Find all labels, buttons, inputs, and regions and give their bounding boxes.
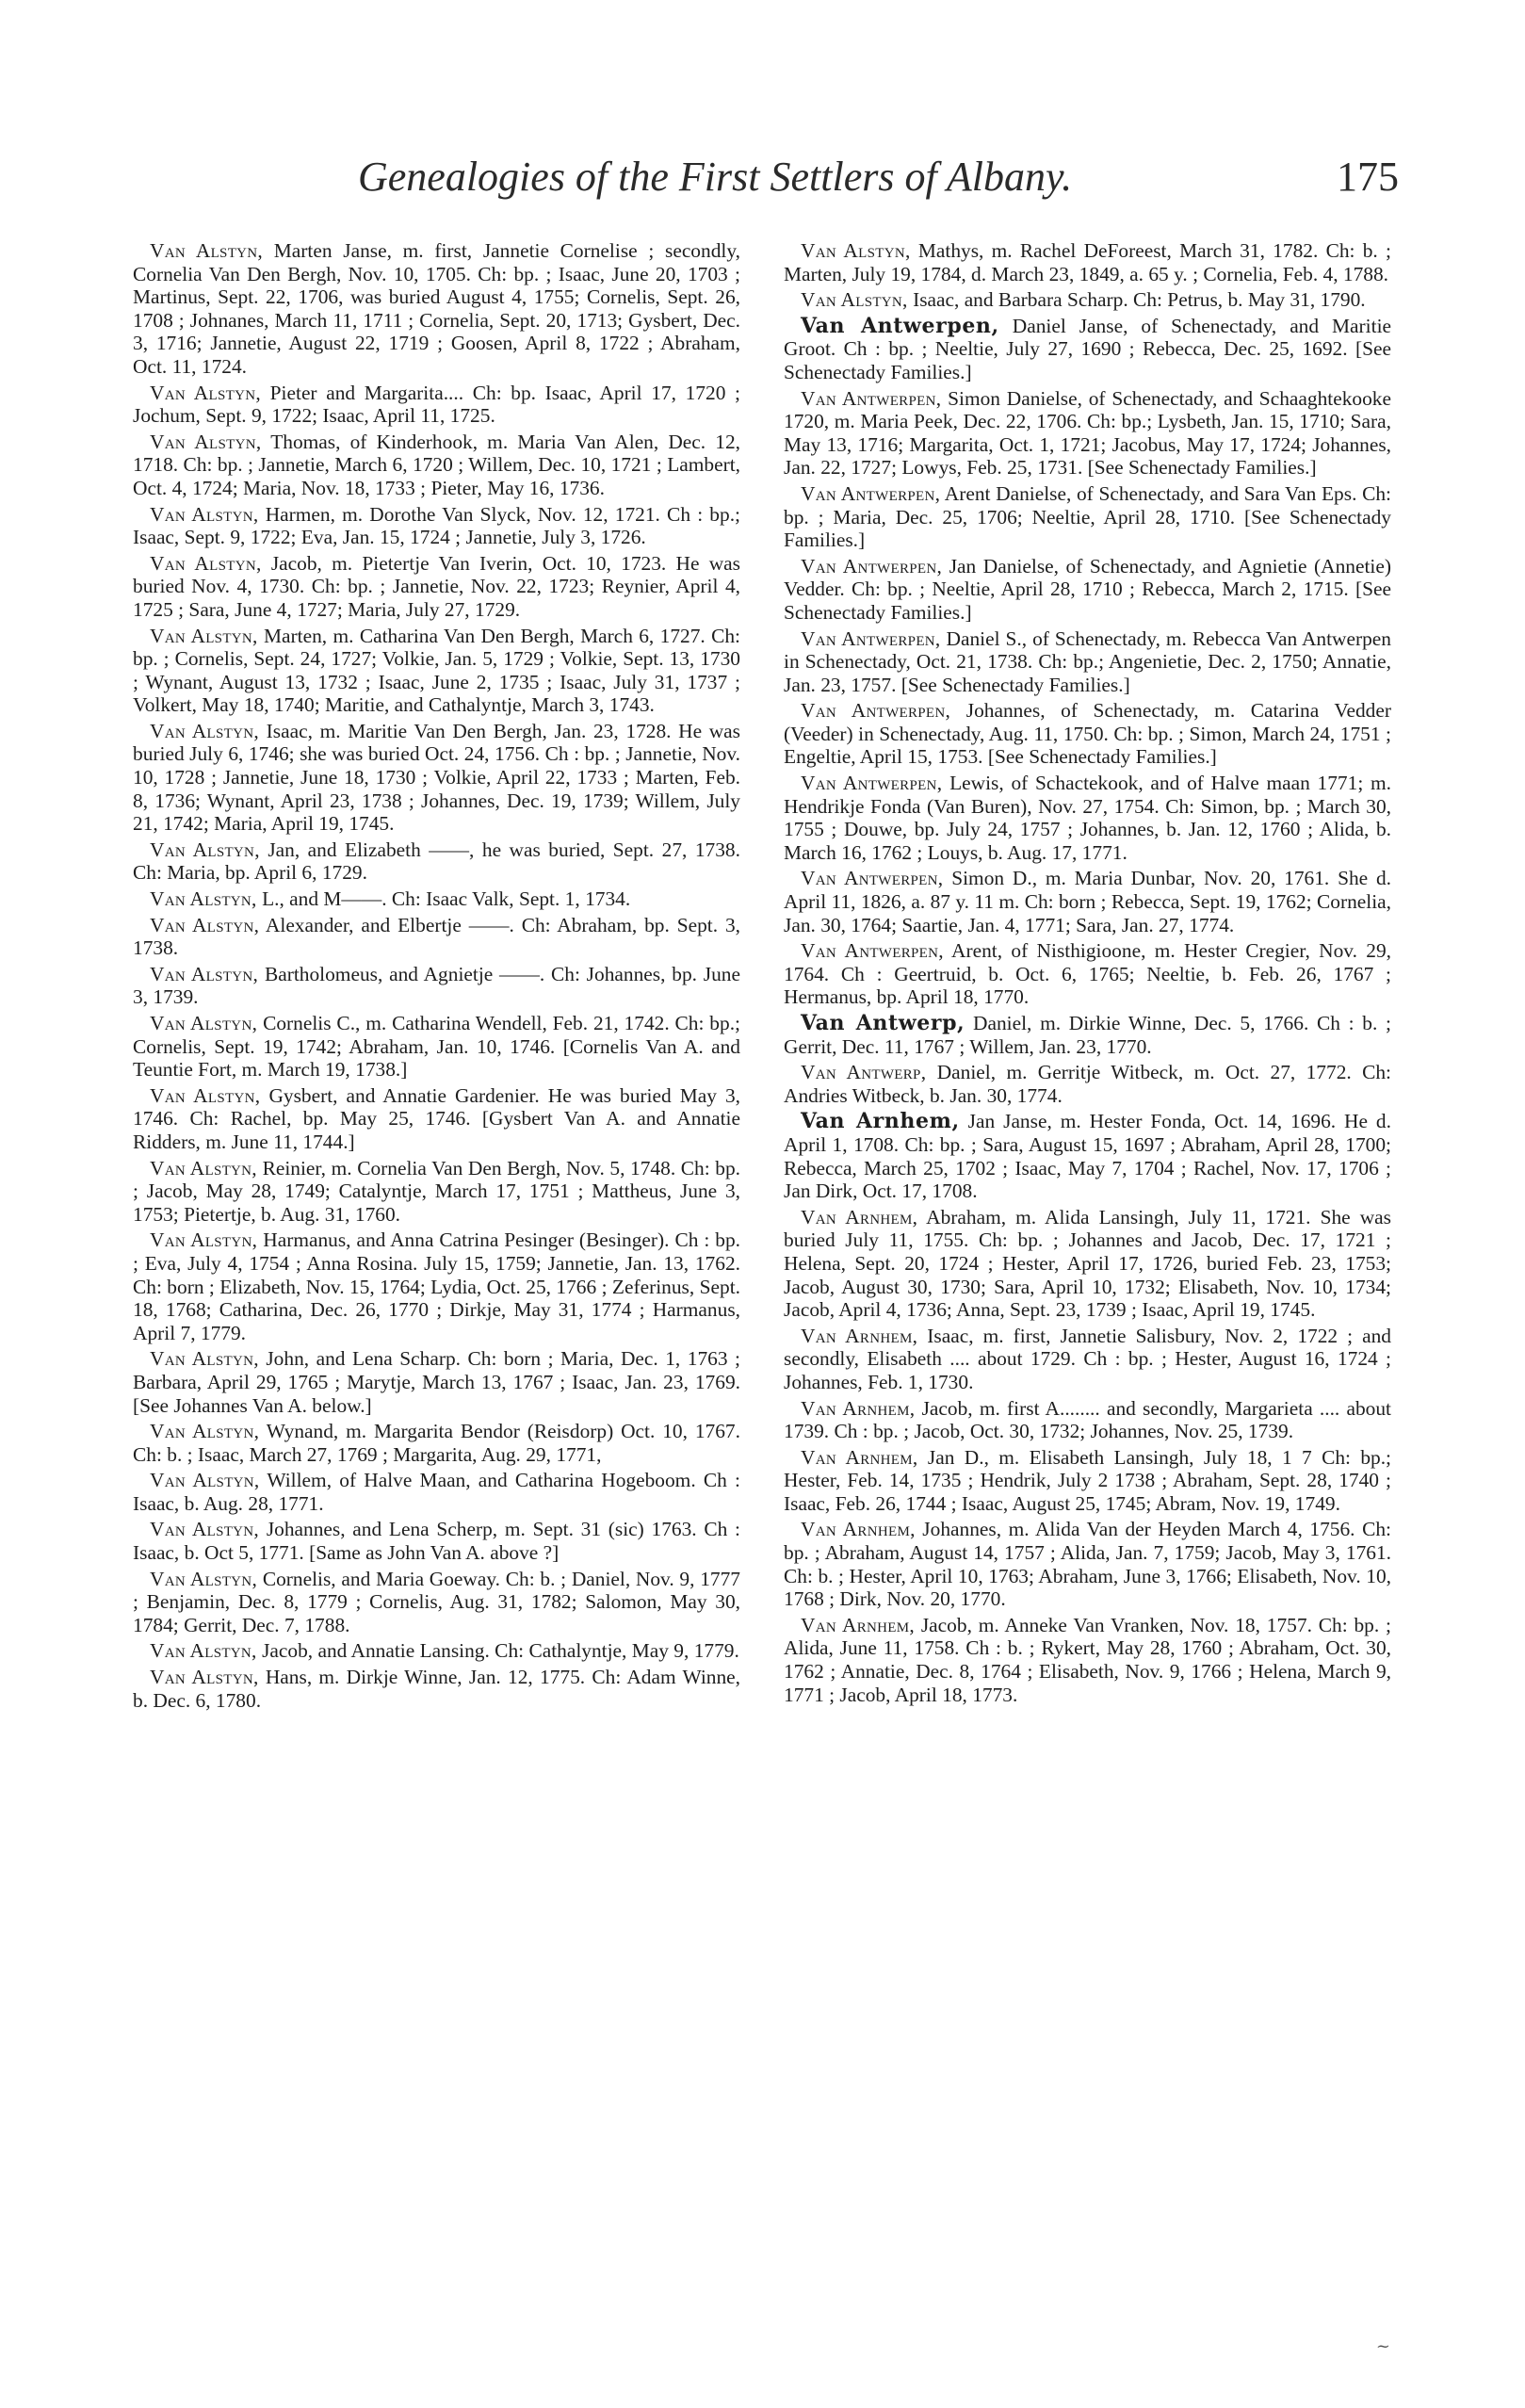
genealogy-entry	[784, 315, 1391, 384]
genealogy-entry	[133, 1469, 740, 1515]
genealogy-entry	[784, 1518, 1391, 1610]
footer-mark: ~	[1375, 2336, 1390, 2356]
genealogy-entry	[784, 1446, 1391, 1516]
entry-text: Pieter and Margarita.... Ch: bp. Isaac, April 17, 1720 ; Jochum, Sept. 9, 1722; Isaac, April 11, 1725.	[133, 381, 740, 428]
genealogy-entry	[133, 963, 740, 1009]
genealogy-entry	[784, 867, 1391, 936]
entry-surname: Van Arnhem,	[801, 1613, 916, 1636]
entry-surname: Van Antwerpen,	[801, 554, 943, 578]
genealogy-entry	[133, 552, 740, 622]
entry-surname: Van Antwerp,	[801, 1011, 965, 1035]
entry-surname: Van Alstyn,	[150, 502, 259, 526]
entry-text: L., and M——. Ch: Isaac Valk, Sept. 1, 1734.	[256, 887, 631, 911]
genealogy-entry	[133, 838, 740, 885]
entry-text: Mathys, m. Rachel DeForeest, March 31, 1782. Ch: b. ; Marten, July 19, 1784, d. March 23, 1849, a. 65 y. ; Cornelia, Feb. 4, 1788.	[784, 239, 1391, 285]
genealogy-entry	[784, 772, 1391, 864]
entry-text: Jacob, m. Pietertje Van Iverin, Oct. 10, 1723. He was buried Nov. 4, 1730. Ch: bp. ; Jannetie, Nov. 22, 1723; Reynier, April 4, 1725 ; Sara, June 4, 1727; Maria, July 27, 1729.	[133, 551, 740, 621]
genealogy-entry	[133, 1012, 740, 1082]
entry-surname: Van Alstyn,	[150, 838, 260, 861]
entry-text: Marten, m. Catharina Van Den Bergh, March 6, 1727. Ch: bp. ; Cornelis, Sept. 24, 1727; Volkie, Jan. 5, 1729 ; Volkie, Sept. 13, 1730 ; Wynant, August 13, 1732 ; Isaac, June 2, 1735 ; Isaac, July 31, 1737 ; Volkert, May 18, 1740; Maritie, and Cathalyntje, March 3, 1743.	[133, 624, 740, 717]
entry-text: Lewis, of Schactekook, and of Halve maan 1771; m. Hendrikje Fonda (Van Buren), Nov. 27, 1754. Ch: Simon, bp. ; March 30, 1755 ; Douwe, bp. July 24, 1757 ; Johannes, b. Jan. 12, 1760 ; Alida, b. March 16, 1762 ; Louys, b. Aug. 17, 1771.	[784, 772, 1391, 864]
entry-text: Marten Janse, m. first, Jannetie Cornelise ; secondly, Cornelia Van Den Bergh, Nov. 10, 1705. Ch: bp. ; Isaac, June 20, 1703 ; Martinus, Sept. 22, 1706, was buried August 4, 1755; Cornelis, Sept. 26, 1708 ; Johnanes, March 11, 1711 ; Cornelia, Sept. 20, 1713; Gysbert, Dec. 3, 1716; Jannetie, August 22, 1719 ; Goosen, April 8, 1722 ; Abraham, Oct. 11, 1724.	[133, 239, 740, 378]
entry-text: Daniel, m. Gerritje Witbeck, m. Oct. 27, 1772. Ch: Andries Witbeck, b. Jan. 30, 1774.	[784, 1061, 1391, 1107]
genealogy-entry	[133, 1347, 740, 1417]
entry-text: Wynand, m. Margarita Bendor (Reisdorp) Oct. 10, 1767. Ch: b. ; Isaac, March 27, 1769 ; Margarita, Aug. 29, 1771,	[133, 1420, 740, 1466]
genealogy-entry	[133, 1420, 740, 1466]
genealogy-entry	[784, 1061, 1391, 1107]
genealogy-entry	[133, 1157, 740, 1227]
entry-surname: Van Alstyn,	[150, 239, 264, 262]
entry-text: Cornelis C., m. Catharina Wendell, Feb. 21, 1742. Ch: bp.; Cornelis, Sept. 19, 1742; Abraham, Jan. 10, 1746. [Cornelis Van A. and Teuntie Fort, m. March 19, 1738.]	[133, 1012, 740, 1082]
entry-text: Simon Danielse, of Schenectady, and Schaaghtekooke 1720, m. Maria Peek, Dec. 22, 1706. Ch: bp.; Lysbeth, Jan. 15, 1710; Sara, May 13, 1716; Margarita, Oct. 1, 1721; Jacobus, May 17, 1724; Johannes, Jan. 22, 1727; Lowys, Feb. 25, 1731. [See Schenectady Families.]	[784, 386, 1391, 480]
entry-surname: Van Alstyn,	[150, 430, 262, 453]
entry-surname: Van Antwerp,	[801, 1061, 927, 1084]
genealogy-entry	[784, 627, 1391, 697]
entry-surname: Van Alstyn,	[150, 551, 262, 575]
genealogy-entry	[784, 1012, 1391, 1058]
entry-surname: Van Antwerpen,	[801, 626, 941, 650]
genealogy-entry	[133, 1228, 740, 1344]
entry-surname: Van Alstyn,	[150, 1666, 259, 1689]
entry-text: Gysbert, and Annatie Gardenier. He was buried May 3, 1746. Ch: Rachel, bp. May 25, 1746. [Gysbert Van A. and Annatie Ridders, m. June 11, 1744.]	[133, 1083, 740, 1153]
entry-surname: Van Alstyn,	[150, 962, 259, 985]
entry-text: Daniel S., of Schenectady, m. Rebecca Van Antwerpen in Schenectady, Oct. 21, 1738. Ch: bp.; Angenietie, Dec. 2, 1750; Annatie, Jan. 23, 1757. [See Schenectady Families.]	[784, 626, 1391, 696]
entry-surname: Van Antwerpen,	[801, 939, 944, 963]
running-title: Genealogies of the First Settlers of Albany.	[358, 154, 1073, 200]
entry-surname: Van Alstyn,	[150, 1156, 257, 1180]
entry-surname: Van Alstyn,	[150, 1420, 260, 1443]
entry-text: Johannes, and Lena Scherp, m. Sept. 31 (sic) 1763. Ch : Isaac, b. Oct 5, 1771. [Same as John Van A. above ?]	[133, 1518, 740, 1565]
entry-surname: Van Alstyn,	[150, 719, 260, 742]
entry-surname: Van Alstyn,	[150, 1347, 259, 1371]
entry-surname: Van Antwerpen,	[801, 772, 943, 795]
genealogy-entry	[784, 1110, 1391, 1202]
genealogy-entry	[784, 482, 1391, 552]
entry-surname: Van Arnhem,	[801, 1396, 916, 1420]
genealogy-entry	[133, 887, 740, 911]
entry-text: Thomas, of Kinderhook, m. Maria Van Alen, Dec. 12, 1718. Ch: bp. ; Jannetie, March 6, 1720 ; Willem, Dec. 10, 1721 ; Lambert, Oct. 4, 1724; Maria, Nov. 18, 1733 ; Pieter, May 16, 1736.	[133, 430, 740, 499]
entry-text: Arent, of Nisthigioone, m. Hester Cregier, Nov. 29, 1764. Ch : Geertruid, b. Oct. 6, 1765; Neeltie, b. Feb. 26, 1767 ; Hermanus, bp. April 18, 1770.	[784, 939, 1391, 1009]
entry-surname: Van Alstyn,	[150, 887, 257, 911]
entry-surname: Van Alstyn,	[150, 381, 262, 404]
genealogy-entry	[784, 387, 1391, 480]
genealogy-entry	[784, 239, 1391, 285]
page-number: 175	[1337, 154, 1399, 200]
entry-surname: Van Alstyn,	[150, 624, 258, 647]
entry-text: Jan D., m. Elisabeth Lansingh, July 18, 1 7 Ch: bp.; Hester, Feb. 14, 1735 ; Hendrik, July 2 1738 ; Abraham, Sept. 28, 1740 ; Isaac, Feb. 26, 1744 ; Isaac, August 25, 1745; Abram, Nov. 19, 1749.	[784, 1445, 1392, 1515]
entry-text: Jacob, and Annatie Lansing. Ch: Cathalyntje, May 9, 1779.	[256, 1639, 739, 1663]
entry-text: Harmen, m. Dorothe Van Slyck, Nov. 12, 1721. Ch : bp.; Isaac, Sept. 9, 1722; Eva, Jan. 15, 1724 ; Jannetie, July 3, 1726.	[133, 502, 740, 549]
genealogy-entry	[133, 1568, 740, 1637]
entry-text: Jan Danielse, of Schenectady, and Agnietie (Annetie) Vedder. Ch: bp. ; Neeltie, April 28, 1710 ; Rebecca, March 2, 1715. [See Schenectady Families.]	[784, 554, 1391, 624]
entry-text: Jan, and Elizabeth ——, he was buried, Sept. 27, 1738. Ch: Maria, bp. April 6, 1729.	[133, 838, 740, 885]
genealogy-entry	[784, 555, 1391, 625]
entry-surname: Van Alstyn,	[150, 1012, 258, 1034]
entry-surname: Van Antwerpen,	[801, 313, 999, 338]
running-header	[132, 149, 1399, 215]
genealogy-entry	[133, 720, 740, 836]
entry-text: Jacob, m. first A........ and secondly, Margarieta .... about 1739. Ch : bp. ; Jacob, Oct. 30, 1732; Johannes, Nov. 25, 1739.	[784, 1396, 1392, 1443]
genealogy-entry	[784, 1206, 1391, 1322]
entry-surname: Van Antwerpen,	[801, 386, 942, 410]
entry-text: Isaac, and Barbara Scharp. Ch: Petrus, b. May 31, 1790.	[907, 288, 1366, 312]
entry-text: Harmanus, and Anna Catrina Pesinger (Besinger). Ch : bp. ; Eva, July 4, 1754 ; Anna Rosina. July 15, 1759; Jannetie, Jan. 13, 1762. Ch: born ; Elizabeth, Nov. 15, 1764; Lydia, Oct. 25, 1766 ; Zeferinus, Sept. 18, 1768; Catharina, Dec. 26, 1770 ; Dirkje, May 31, 1774 ; Harmanus, April 7, 1779.	[133, 1228, 740, 1344]
entry-text: Alexander, and Elbertje ——. Ch: Abraham, bp. Sept. 3, 1738.	[133, 913, 740, 960]
genealogy-entry	[133, 239, 740, 379]
genealogy-entry	[784, 1397, 1391, 1443]
entry-text: John, and Lena Scharp. Ch: born ; Maria, Dec. 1, 1763 ; Barbara, April 29, 1765 ; Marytje, March 13, 1767 ; Isaac, Jan. 23, 1769. [See Johannes Van A. below.]	[133, 1347, 740, 1417]
entry-surname: Van Arnhem,	[801, 1324, 918, 1347]
entry-surname: Van Arnhem,	[801, 1109, 960, 1134]
entry-surname: Van Antwerpen,	[801, 867, 944, 890]
entry-surname: Van Arnhem,	[801, 1445, 918, 1469]
genealogy-entry	[784, 939, 1391, 1009]
right-column	[784, 239, 1391, 1709]
entry-text: Bartholomeus, and Agnietje ——. Ch: Johannes, bp. June 3, 1739.	[133, 962, 740, 1009]
entry-text: Reinier, m. Cornelia Van Den Bergh, Nov. 5, 1748. Ch: bp. ; Jacob, May 28, 1749; Catalyntje, March 17, 1751 ; Mattheus, June 3, 1753; Pietertje, b. Aug. 31, 1760.	[133, 1156, 740, 1226]
entry-surname: Van Arnhem,	[801, 1518, 916, 1541]
entry-text: Cornelis, and Maria Goeway. Ch: b. ; Daniel, Nov. 9, 1777 ; Benjamin, Dec. 8, 1779 ; Cornelis, Aug. 31, 1782; Salomon, May 30, 1784; Gerrit, Dec. 7, 1788.	[133, 1567, 740, 1636]
entry-text: Jan Janse, m. Hester Fonda, Oct. 14, 1696. He d. April 1, 1708. Ch: bp. ; Sara, August 15, 1697 ; Abraham, April 28, 1700; Rebecca, March 25, 1702 ; Isaac, May 7, 1704 ; Rachel, Nov. 17, 1706 ; Jan Dirk, Oct. 17, 1708.	[784, 1110, 1391, 1203]
genealogy-entry	[784, 1614, 1391, 1706]
genealogy-entry	[784, 1325, 1391, 1394]
entry-text: Simon D., m. Maria Dunbar, Nov. 20, 1761. She d. April 11, 1826, a. 87 y. 11 m. Ch: born ; Rebecca, Sept. 19, 1762; Cornelia, Jan. 30, 1764; Saartie, Jan. 4, 1771; Sara, Jan. 27, 1774.	[784, 867, 1392, 936]
entry-surname: Van Arnhem,	[801, 1205, 918, 1228]
entry-text: Daniel Janse, of Schenectady, and Maritie Groot. Ch : bp. ; Neeltie, July 27, 1690 ; Rebecca, Dec. 25, 1692. [See Schenectady Families.]	[784, 314, 1392, 383]
entry-surname: Van Antwerpen,	[801, 699, 951, 723]
genealogy-entry	[133, 1666, 740, 1712]
genealogy-entry	[133, 625, 740, 717]
entry-surname: Van Alstyn,	[150, 1518, 260, 1541]
entry-text: Johannes, of Schenectady, m. Catarina Vedder (Veeder) in Schenectady, Aug. 11, 1750. Ch: bp. ; Simon, March 24, 1751 ; Engeltie, April 15, 1753. [See Schenectady Families.]	[784, 699, 1391, 769]
genealogy-entry	[784, 699, 1391, 769]
entry-surname: Van Alstyn,	[150, 1083, 261, 1107]
left-column	[133, 239, 740, 1715]
entry-text: Johannes, m. Alida Van der Heyden March 4, 1756. Ch: bp. ; Abraham, August 14, 1757 ; Alida, Jan. 7, 1759; Jacob, May 3, 1761. Ch: b. ; Hester, April 10, 1763; Abraham, June 3, 1766; Elisabeth, Nov. 10, 1768 ; Dirk, Nov. 20, 1770.	[784, 1518, 1391, 1611]
entry-surname: Van Alstyn,	[801, 239, 911, 262]
entry-text: Hans, m. Dirkje Winne, Jan. 12, 1775. Ch: Adam Winne, b. Dec. 6, 1780.	[133, 1666, 740, 1712]
genealogy-entry	[133, 1084, 740, 1154]
entry-surname: Van Alstyn,	[150, 1469, 260, 1492]
entry-surname: Van Antwerpen,	[801, 481, 941, 505]
genealogy-entry	[133, 1639, 740, 1663]
entry-text: Abraham, m. Alida Lansingh, July 11, 1721. She was buried July 11, 1755. Ch: bp. ; Johannes and Jacob, Dec. 17, 1721 ; Helena, Sept. 20, 1724 ; Hester, April 17, 1726, buried Feb. 23, 1753; Jacob, August 30, 1730; Sara, April 10, 1732; Elisabeth, Nov. 10, 1734; Jacob, April 4, 1736; Anna, Sept. 23, 1739 ; Isaac, April 19, 1745.	[784, 1205, 1391, 1322]
entry-surname: Van Alstyn,	[801, 288, 908, 312]
genealogy-entry	[133, 1518, 740, 1564]
genealogy-entry	[133, 503, 740, 549]
entry-surname: Van Alstyn,	[150, 1567, 258, 1590]
genealogy-entry	[133, 382, 740, 428]
entry-surname: Van Alstyn,	[150, 913, 260, 936]
genealogy-entry	[133, 431, 740, 500]
genealogy-entry	[784, 288, 1391, 312]
entry-text: Arent Danielse, of Schenectady, and Sara Van Eps. Ch: bp. ; Maria, Dec. 25, 1706; Neeltie, April 28, 1710. [See Schenectady Families.]	[784, 481, 1391, 552]
entry-text: Willem, of Halve Maan, and Catharina Hogeboom. Ch : Isaac, b. Aug. 28, 1771.	[133, 1469, 740, 1515]
genealogy-entry	[133, 914, 740, 960]
entry-text: Isaac, m. first, Jannetie Salisbury, Nov. 2, 1722 ; and secondly, Elisabeth .... about 1729. Ch : bp. ; Hester, August 16, 1724 ; Johannes, Feb. 1, 1730.	[784, 1324, 1391, 1393]
entry-text: Jacob, m. Anneke Van Vranken, Nov. 18, 1757. Ch: bp. ; Alida, June 11, 1758. Ch : b. ; Rykert, May 28, 1760 ; Abraham, Oct. 30, 1762 ; Annatie, Dec. 8, 1764 ; Elisabeth, Nov. 9, 1766 ; Helena, March 9, 1771 ; Jacob, April 18, 1773.	[784, 1613, 1391, 1706]
entry-text: Daniel, m. Dirkie Winne, Dec. 5, 1766. Ch : b. ; Gerrit, Dec. 11, 1767 ; Willem, Jan. 23, 1770.	[784, 1012, 1391, 1058]
entry-surname: Van Alstyn,	[150, 1639, 257, 1663]
entry-text: Isaac, m. Maritie Van Den Bergh, Jan. 23, 1728. He was buried July 6, 1746; she was buried Oct. 24, 1756. Ch : bp. ; Jannetie, Nov. 10, 1728 ; Jannetie, June 18, 1730 ; Volkie, April 22, 1733 ; Marten, Feb. 8, 1736; Wynant, April 23, 1738 ; Johannes, Dec. 19, 1739; Willem, July 21, 1742; Maria, April 19, 1745.	[133, 719, 740, 836]
entry-surname: Van Alstyn,	[150, 1228, 258, 1252]
